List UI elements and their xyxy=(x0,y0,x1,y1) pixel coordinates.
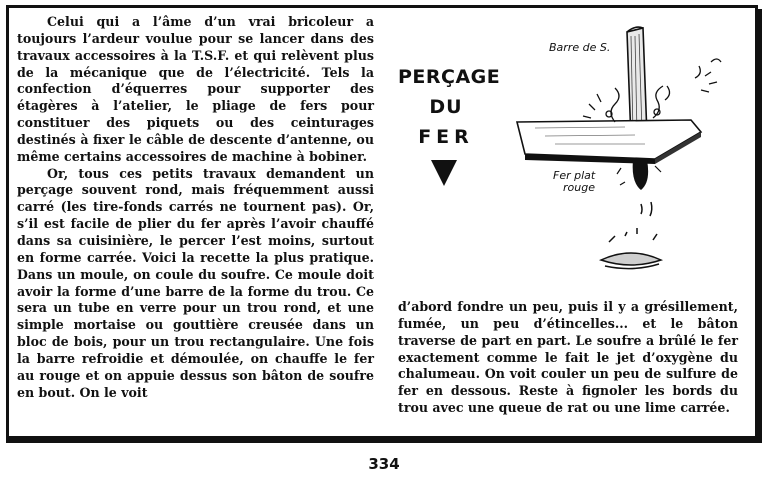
illustration-drawing xyxy=(505,14,745,284)
right-column xyxy=(398,299,738,417)
plate-label-line-1: Fer plat xyxy=(553,169,596,182)
paragraph-continuation: d’abord fondre un peu, puis il y a grésillement, fumée, un peu d’étincelles... et le bâton traverse de part en part. Le soufre a brûlé le fer exactement comme le fait le jet d’oxygène du chalumeau. On voit couler un peu de sulfure de fer en dessous. Reste à fignoler les bords du trou avec une queue de rat ou une lime carrée. xyxy=(398,299,738,416)
plate-label-line-2: rouge xyxy=(563,181,595,194)
paragraph-1: Celui qui a l’âme d’un vrai bricoleur a toujours l’ardeur voulue pour se lancer dans des travaux accessoires à la T.S.F. et qui relèvent plus de la mécanique que de l’électricité. Tels la confection d’équerres pour supporter des étagères à l’atelier, le pliage de fers pour constituer des piquets ou des ceinturages destinés à fixer le câble de descente d’antenne, ou même certains accessoires de machine à bobiner. xyxy=(17,14,374,164)
down-arrow-icon xyxy=(431,160,457,186)
title-line-3: FER xyxy=(418,126,474,148)
title-line-2: DU xyxy=(429,96,463,118)
smoke-and-sparks xyxy=(583,59,721,122)
title-line-1: PERÇAGE xyxy=(398,66,501,88)
bar-label: Barre de S. xyxy=(549,41,611,54)
iron-plate xyxy=(517,120,701,164)
left-column xyxy=(17,14,374,401)
puddle xyxy=(601,228,661,269)
page-number: 334 xyxy=(368,455,400,473)
article-title xyxy=(398,62,501,152)
molten-sulfide xyxy=(617,160,661,216)
paragraph-2: Or, tous ces petits travaux demandent un perçage souvent rond, mais fréquemment aussi carré (les tire-fonds carrés ne tournent pas). Or, s’il est facile de plier du fer après l’avoir chauffé dans sa cuisinière, le percer l’est moins, surtout en forme carrée. Voici la recette la plus pratique. Dans un moule, on coule du soufre. Ce moule doit avoir la forme d’une barre de la forme du trou. Ce sera un tube en verre pour un trou rond, et une simple mortaise ou gouttière creusée dans un bloc de bois, pour un trou rectangulaire. Une fois la barre refroidie et démoulée, on chauffe le fer au rouge et on appuie dessus son bâton de soufre en bout. On le voit xyxy=(17,165,374,400)
drilling-illustration xyxy=(505,14,745,284)
